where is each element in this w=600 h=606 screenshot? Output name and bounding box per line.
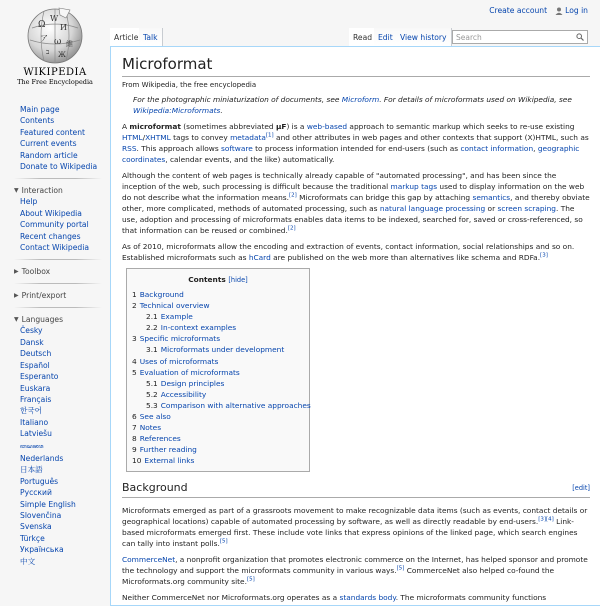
- language-item-10: [0, 440, 110, 453]
- language-item-14: [0, 487, 110, 498]
- text: ) is a: [286, 122, 307, 131]
- toc-link[interactable]: [146, 312, 193, 321]
- sidebar-item-link[interactable]: Recent changes: [20, 231, 81, 241]
- text: Neither CommerceNet nor Microformats.org operates as a: [122, 592, 340, 602]
- citation-link[interactable]: [5]: [219, 538, 228, 545]
- text: approach to semantic markup which seeks to re-use existing: [347, 122, 575, 131]
- microform-link[interactable]: Microform: [341, 95, 380, 104]
- commercenet-link[interactable]: CommerceNet: [122, 554, 176, 564]
- toc-item[interactable]: [132, 322, 309, 333]
- toc-number: 6: [132, 412, 137, 422]
- text: Link-based microformats emerged first. These include vote links that express opinions of the linked page, which search engines can tally into instant polls.: [122, 516, 578, 548]
- wikipedia-microformats-link[interactable]: Wikipedia:Microformats: [133, 106, 221, 115]
- text: and other attributes in web pages and other contexts that support (X)HTML, such as: [273, 133, 589, 142]
- toc-number: 4: [132, 356, 137, 366]
- intro-paragraph-3: [122, 241, 590, 263]
- language-item-fran-ais: [0, 394, 110, 405]
- sidebar-item-link[interactable]: Contact Wikipedia: [20, 243, 89, 253]
- divider: [14, 283, 102, 284]
- text: . For details of microformats used on Wikipedia, see: [379, 95, 572, 104]
- toc-link[interactable]: [146, 323, 236, 332]
- hatnote: [122, 94, 590, 116]
- sidebar-item-random-article: [0, 150, 110, 161]
- toc-item[interactable]: [132, 400, 309, 411]
- wordmark: WIKIPEDIA: [23, 67, 87, 78]
- text: , calendar events, and the like) automatically.: [165, 155, 335, 164]
- sidebar-interaction: [0, 196, 110, 253]
- sidebar-item-link[interactable]: Help: [20, 197, 38, 207]
- language-item-link[interactable]: 日本語: [20, 465, 43, 475]
- search-input[interactable]: [452, 30, 588, 44]
- tab-article-label[interactable]: Article: [114, 32, 139, 42]
- tab-edit[interactable]: [374, 28, 398, 46]
- software-link[interactable]: software: [221, 144, 253, 153]
- svg-text:ア: ア: [40, 34, 48, 43]
- text: tags to convey: [170, 133, 231, 142]
- sidebar-item-link[interactable]: Random article: [20, 150, 78, 160]
- text: CommerceNet also helped co-found the Microformats.org community site.: [122, 565, 555, 586]
- toc-link[interactable]: [146, 401, 311, 410]
- toc-text: Accessibility: [160, 389, 207, 399]
- markup-tags-link[interactable]: markup tags: [390, 182, 438, 191]
- toc-link[interactable]: [132, 434, 181, 443]
- citation-link[interactable]: [5]: [396, 565, 405, 572]
- language-item-7: [0, 405, 110, 416]
- toc-text: References: [139, 434, 181, 444]
- svg-text:Ж: Ж: [58, 51, 66, 59]
- print-export-heading[interactable]: ▶ Print/export: [14, 291, 67, 301]
- language-item-link[interactable]: Русский: [20, 488, 52, 498]
- sidebar-item-donate-to-wikipedia: [0, 161, 110, 172]
- wikipedia-logo[interactable]: [14, 6, 96, 96]
- language-item-link[interactable]: Italiano: [20, 417, 49, 427]
- divider: [14, 178, 102, 179]
- language-item-19: [0, 544, 110, 555]
- toc-number: 2: [132, 301, 137, 311]
- toc-number: 5.2: [146, 389, 158, 399]
- tab-read-label[interactable]: Read: [353, 32, 373, 42]
- login-item: [555, 6, 588, 15]
- language-item-latvie-u: [0, 428, 110, 439]
- text: used to display information on the web do not describe what the information means.: [122, 182, 585, 202]
- toc-link[interactable]: [132, 445, 197, 454]
- svg-text:維: 維: [66, 40, 73, 48]
- text: Microformats emerged as part of a grassroots movement to make recognizable data items (such as events, contact details or geographical locations) capable of automated processing by software, as well as directly readable by end-users.: [122, 505, 588, 526]
- tab-view-history-label[interactable]: View history: [400, 32, 447, 42]
- text: A: [122, 122, 130, 131]
- language-item-link[interactable]: Česky: [20, 326, 43, 336]
- sidebar-item-link[interactable]: Community portal: [20, 220, 89, 230]
- puzzle-globe-icon: [26, 6, 84, 66]
- svg-text:И: И: [60, 23, 67, 32]
- sidebar-navigation: [0, 104, 110, 172]
- html-link[interactable]: HTML: [122, 133, 143, 142]
- toc-item[interactable]: [132, 433, 309, 444]
- toc-number: 5.1: [146, 378, 158, 388]
- sidebar-item-current-events: [0, 138, 110, 149]
- citation-link[interactable]: [3][4]: [538, 516, 554, 523]
- hcard-link[interactable]: hCard: [248, 253, 271, 262]
- text: For the photographic miniaturization of documents, see: [133, 95, 342, 104]
- toc-link[interactable]: [132, 357, 218, 366]
- toc-text: In-context examples: [160, 323, 237, 333]
- toc-text: External links: [144, 456, 195, 466]
- triangle-right-icon: ▶: [14, 268, 19, 276]
- language-item-link[interactable]: Euskara: [20, 383, 51, 393]
- tagline: The Free Encyclopedia: [17, 78, 93, 86]
- toc-link[interactable]: [146, 345, 284, 354]
- login-link[interactable]: Log in: [565, 6, 588, 15]
- divider: [14, 307, 102, 308]
- text: or: [485, 204, 498, 213]
- text: As of 2010, microformats allow the encoding and extraction of events, contact information, social relationships and so on. Established microformats such as: [122, 242, 575, 262]
- text: . The microformats community functions: [395, 592, 547, 602]
- svg-text:W: W: [50, 14, 59, 23]
- toc-link[interactable]: [132, 412, 171, 421]
- text: to process information intended for end-users (such as: [252, 144, 461, 153]
- text: , a nonprofit organization that promotes electronic commerce on the Internet, has helped sponsor and promote the technology and support the microformats community in various ways.: [122, 554, 588, 575]
- language-item-espa-ol: [0, 360, 110, 371]
- language-item-link[interactable]: Español: [20, 360, 50, 370]
- toc-link[interactable]: [132, 456, 194, 465]
- personal-tools: [489, 6, 588, 15]
- tab-read[interactable]: [349, 28, 377, 46]
- toc-text: Notes: [139, 423, 162, 433]
- language-item-link[interactable]: Dansk: [20, 337, 44, 347]
- language-item-link[interactable]: Simple English: [20, 499, 76, 509]
- section-heading-background: [122, 481, 590, 498]
- toc-link[interactable]: [132, 423, 161, 432]
- toc-text: Comparison with alternative approaches: [160, 400, 311, 410]
- toc-text: Microformats under development: [160, 345, 285, 355]
- toc-number: 3.1: [146, 345, 158, 355]
- text: . This approach allows: [136, 144, 222, 153]
- toc-text: Uses of microformats: [139, 356, 219, 366]
- svg-text:ב: ב: [46, 48, 50, 56]
- language-item-italiano: [0, 417, 110, 428]
- toc-text: Background: [139, 290, 184, 299]
- language-item-esky: [0, 325, 110, 336]
- language-item-link[interactable]: ꦧꦱꦗꦮ: [20, 443, 44, 450]
- language-item-20: [0, 556, 110, 567]
- language-item-portugu-s: [0, 476, 110, 487]
- citation-link[interactable]: [2]: [287, 225, 296, 232]
- section-title: Background: [122, 480, 188, 494]
- page-title: Microformat: [122, 55, 590, 77]
- toolbox-heading[interactable]: ▶ Toolbox: [14, 267, 51, 277]
- toc-link[interactable]: [132, 290, 184, 299]
- sidebar-item-link[interactable]: About Wikipedia: [20, 208, 82, 218]
- language-item-12: [0, 464, 110, 475]
- edit-section-link[interactable]: [edit]: [572, 483, 590, 492]
- language-item-deutsch: [0, 348, 110, 359]
- triangle-down-icon: ▼: [14, 316, 19, 324]
- toc-number: 8: [132, 434, 137, 444]
- toc-hide-link[interactable]: [hide]: [228, 276, 248, 284]
- language-item-link[interactable]: Українська: [20, 545, 64, 555]
- language-item-t-rk-e: [0, 533, 110, 544]
- toc-title: [127, 274, 309, 286]
- text: Microformats can bridge this gap by attaching: [296, 193, 473, 202]
- toc-number: 2.1: [146, 312, 158, 322]
- divider: [14, 259, 102, 260]
- tab-talk-label[interactable]: Talk: [143, 32, 158, 42]
- sidebar-item-help: [0, 196, 110, 207]
- tab-view-history[interactable]: [396, 28, 452, 46]
- toc-number: 2.2: [146, 323, 158, 333]
- language-item-link[interactable]: Français: [20, 394, 52, 404]
- language-item-sloven-ina: [0, 510, 110, 521]
- semantics-link[interactable]: semantics: [472, 193, 511, 202]
- background-paragraph-2: [122, 554, 590, 587]
- tab-talk[interactable]: [139, 28, 163, 46]
- screen-scraping-link[interactable]: screen scraping: [497, 204, 556, 213]
- toc-link[interactable]: [132, 368, 240, 377]
- language-item-simple-english: [0, 499, 110, 510]
- toc-item[interactable]: [132, 367, 309, 378]
- term-bold: microformat: [129, 122, 181, 131]
- toc-text: Example: [160, 312, 193, 322]
- create-account-link[interactable]: Create account: [489, 6, 548, 15]
- sidebar-item-main-page: [0, 104, 110, 115]
- language-item-esperanto: [0, 371, 110, 382]
- search-icon[interactable]: [576, 33, 584, 41]
- sidebar-item-community-portal: [0, 219, 110, 230]
- toc-link[interactable]: [146, 390, 206, 399]
- sidebar-item-link[interactable]: Contents: [20, 116, 55, 126]
- toc-text: Specific microformats: [139, 334, 221, 344]
- toc-number: 7: [132, 423, 137, 433]
- sidebar-item-link[interactable]: Donate to Wikipedia: [20, 162, 98, 172]
- background-paragraph-1: [122, 505, 590, 549]
- toc-text: Evaluation of microformats: [139, 367, 240, 377]
- text: Although the content of web pages is technically already capable of "automated processing", and has been since the inception of the web, such processing is difficult because the traditional: [122, 171, 557, 191]
- toc-item[interactable]: [132, 444, 309, 455]
- interaction-heading[interactable]: ▼ Interaction: [14, 186, 63, 196]
- natural-language-processing-link[interactable]: natural language processing: [379, 204, 486, 213]
- toc-item[interactable]: [132, 289, 309, 300]
- abbr-bold: μF: [275, 122, 287, 131]
- svg-text:Ω: Ω: [38, 20, 46, 30]
- toc-link[interactable]: [132, 301, 210, 310]
- toc-number: 5.3: [146, 400, 158, 410]
- toc-link[interactable]: [146, 379, 224, 388]
- intro-paragraph-2: [122, 170, 590, 236]
- table-of-contents: [126, 268, 310, 472]
- sidebar-item-featured-content: [0, 127, 110, 138]
- user-icon: [555, 7, 563, 15]
- languages-heading[interactable]: ▼ Languages: [14, 315, 64, 325]
- text: (sometimes abbreviated: [180, 122, 276, 131]
- toc-item[interactable]: [132, 422, 309, 433]
- sidebar-item-contact-wikipedia: [0, 242, 110, 253]
- language-item-link[interactable]: Deutsch: [20, 349, 52, 359]
- toc-item[interactable]: [132, 344, 309, 355]
- language-item-link[interactable]: Türkçe: [20, 533, 45, 543]
- sidebar-item-link[interactable]: Current events: [20, 139, 77, 149]
- intro-paragraph-1: [122, 121, 590, 165]
- standards-body-link[interactable]: standards body: [339, 592, 396, 602]
- citation-link[interactable]: [2]: [289, 192, 297, 199]
- language-item-link[interactable]: Esperanto: [20, 372, 59, 382]
- contact-information-link[interactable]: contact information: [460, 144, 534, 153]
- language-item-dansk: [0, 337, 110, 348]
- toc-text: See also: [139, 412, 171, 422]
- citation-link[interactable]: [3]: [540, 252, 548, 259]
- sidebar-item-contents: [0, 115, 110, 126]
- language-item-link[interactable]: Nederlands: [20, 453, 64, 463]
- metadata-link[interactable]: metadata: [230, 133, 266, 142]
- svg-text:ω: ω: [54, 37, 62, 47]
- language-item-euskara: [0, 383, 110, 394]
- language-item-link[interactable]: 한국어: [20, 406, 43, 416]
- triangle-right-icon: ▶: [14, 292, 19, 300]
- content: [110, 46, 600, 606]
- toc-link[interactable]: [132, 334, 220, 343]
- toc-number: 5: [132, 367, 137, 377]
- text: /: [142, 133, 146, 142]
- citation-link[interactable]: [5]: [246, 576, 255, 583]
- toc-list: [127, 289, 309, 467]
- toc-text: Technical overview: [139, 301, 210, 311]
- sidebar-item-about-wikipedia: [0, 208, 110, 219]
- sidebar-item-recent-changes: [0, 231, 110, 242]
- geographic-coordinates-link[interactable]: geographic coordinates: [122, 144, 580, 164]
- web-based-link[interactable]: web-based: [306, 122, 348, 131]
- toc-number: 3: [132, 334, 137, 344]
- toc-number: 9: [132, 445, 137, 455]
- text: , and thereby obviate other, more complicated, methods of automated processing, such as: [122, 193, 590, 213]
- xhtml-link[interactable]: XHTML: [145, 133, 171, 142]
- sidebar-item-link[interactable]: Featured content: [20, 127, 86, 137]
- language-item-nederlands: [0, 453, 110, 464]
- toc-item[interactable]: [132, 333, 309, 344]
- toc-number: 1: [132, 290, 137, 299]
- toc-item[interactable]: [132, 378, 309, 389]
- sidebar: [0, 104, 110, 567]
- toc-item[interactable]: [132, 356, 309, 367]
- text: . The use, adoption and processing of microformats enables data items to be indexed, searched for, saved or cross-referenced, so that information can be reused or combined.: [122, 204, 583, 235]
- toc-item[interactable]: [132, 311, 309, 322]
- search-placeholder: Search: [456, 32, 482, 42]
- toc-item[interactable]: [132, 300, 309, 311]
- toc-number: 10: [132, 456, 142, 466]
- tab-edit-label[interactable]: Edit: [378, 32, 393, 42]
- sidebar-languages: [0, 325, 110, 567]
- citation-link[interactable]: [1]: [265, 132, 274, 139]
- site-subtitle: From Wikipedia, the free encyclopedia: [122, 81, 257, 89]
- language-item-link[interactable]: Latviešu: [20, 429, 52, 439]
- language-item-link[interactable]: 中文: [20, 556, 36, 566]
- background-paragraph-3: [122, 592, 590, 603]
- toc-item[interactable]: [132, 389, 309, 400]
- toc-heading: Contents: [188, 275, 226, 284]
- rss-link[interactable]: RSS: [122, 144, 137, 153]
- text: .: [220, 106, 223, 115]
- toc-item[interactable]: [132, 455, 309, 466]
- toc-item[interactable]: [132, 411, 309, 422]
- text: are published on the web more than alternatives like schema and RDFa.: [270, 253, 541, 262]
- triangle-down-icon: ▼: [14, 187, 19, 195]
- language-item-link[interactable]: Português: [20, 476, 59, 486]
- language-item-svenska: [0, 521, 110, 532]
- sidebar-item-link[interactable]: Main page: [20, 105, 60, 114]
- toc-text: Design principles: [160, 378, 225, 388]
- language-item-link[interactable]: Svenska: [20, 522, 52, 532]
- toc-text: Further reading: [139, 445, 197, 455]
- text: ,: [533, 144, 538, 153]
- language-item-link[interactable]: Slovenčina: [20, 510, 62, 520]
